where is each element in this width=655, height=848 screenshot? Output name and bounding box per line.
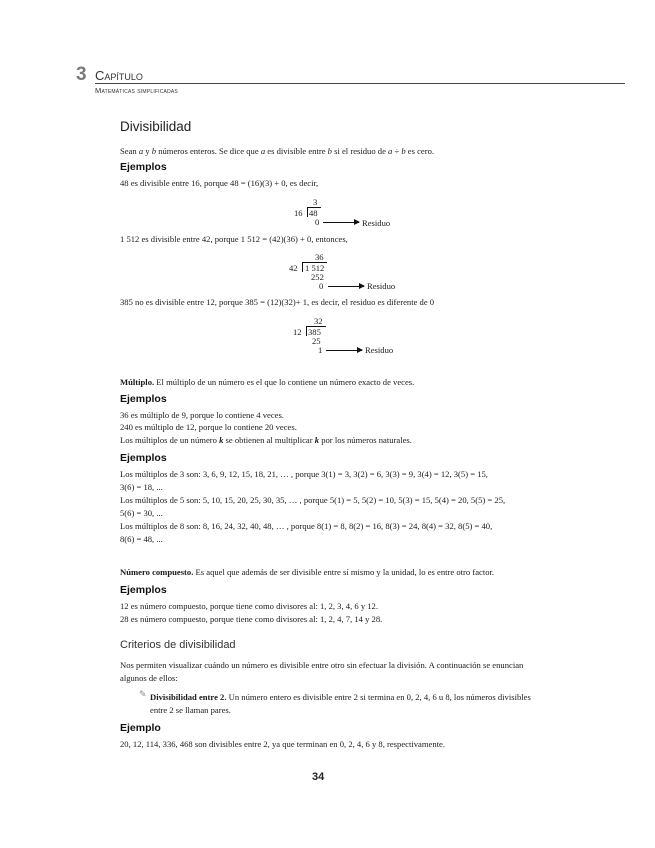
var-a: a xyxy=(388,146,393,156)
arrow-icon xyxy=(328,286,364,287)
arrow-icon xyxy=(323,222,359,223)
ejemplos-heading: Ejemplos xyxy=(120,393,167,405)
var-k: k xyxy=(219,435,224,445)
compuesto-definition xyxy=(120,567,494,578)
var-b: b xyxy=(401,146,406,156)
multiplo-rule xyxy=(120,435,412,446)
def-text: ÷ xyxy=(392,146,402,156)
rule-text: se obtienen al multiplicar xyxy=(223,435,315,445)
section-title-divisibilidad: Divisibilidad xyxy=(120,119,192,134)
def-text: números enteros. Se dice que xyxy=(156,146,261,156)
criterio-2-line2: entre 2 se llaman pares. xyxy=(150,705,231,715)
def-text: El múltiplo de un número es el que lo contiene un número exacto de veces. xyxy=(154,377,415,387)
example-1512: 1 512 es divisible entre 42, porque 1 512 = (42)(36) + 0, entonces, xyxy=(120,234,348,244)
def-text: Sean xyxy=(120,146,139,156)
def-text: si el residuo de xyxy=(331,146,389,156)
division-bracket xyxy=(302,262,303,272)
partial-result: 252 xyxy=(311,272,324,282)
quotient: 3 xyxy=(313,197,318,207)
divisor: 42 xyxy=(289,263,298,273)
dividend: 48 xyxy=(309,208,318,218)
multiplo-example-2: 240 es múltiplo de 12, porque lo contiene 20 veces. xyxy=(120,422,297,432)
multiples-of-3-line1: Los múltiplos de 3 son: 3, 6, 9, 12, 15, 18, 21, … , porque 3(1) = 3, 3(2) = 6, 3(3) = 9, 3(4) = 12, 3(5) = 15, xyxy=(120,469,488,479)
var-a: a xyxy=(260,146,266,156)
var-k: k xyxy=(314,435,320,445)
chapter-label: Capítulo xyxy=(95,68,143,83)
criterios-intro-line1: Nos permiten visualizar cuándo un número es divisible entre otro sin efectuar la división. A continuación se enuncian xyxy=(120,660,524,670)
criterios-intro-line2: algunos de ellos: xyxy=(120,673,178,683)
term-multiplo: Múltiplo. xyxy=(120,377,155,387)
criterio-text: Un número entero es divisible entre 2 si termina en 0, 2, 4, 6 u 8, los números divisibles xyxy=(226,692,531,702)
multiples-of-5-line2: 5(6) = 30, ... xyxy=(120,508,163,518)
var-b: b xyxy=(327,146,332,156)
header-subtitle: Matemáticas simplificadas xyxy=(95,86,178,95)
multiplo-definition xyxy=(120,377,414,388)
example-385: 385 no es divisible entre 12, porque 385 = (12)(32)+ 1, es decir, el residuo es diferente de 0 xyxy=(120,297,435,307)
example-48: 48 es divisible entre 16, porque 48 = (16)(3) + 0, es decir, xyxy=(120,178,319,188)
remainder: 0 xyxy=(319,281,324,291)
var-b: b xyxy=(151,146,157,156)
compuesto-example-28: 28 es número compuesto, porque tiene como divisores al: 1, 2, 4, 7, 14 y 28. xyxy=(120,614,383,624)
multiples-of-8-line1: Los múltiplos de 8 son: 8, 16, 24, 32, 40, 48, … , porque 8(1) = 8, 8(2) = 16, 8(3) = 24, 8(4) = 32, 8(5) = 40, xyxy=(120,521,493,531)
remainder: 1 xyxy=(318,345,323,355)
division-bracket xyxy=(307,207,308,217)
term-compuesto: Número compuesto. xyxy=(120,567,194,577)
multiples-of-3-line2: 3(6) = 18, ... xyxy=(120,482,163,492)
remainder: 0 xyxy=(315,217,320,227)
partial-result: 25 xyxy=(312,336,321,346)
compuesto-example-12: 12 es número compuesto, porque tiene como divisores al: 1, 2, 3, 4, 6 y 12. xyxy=(120,601,379,611)
var-a: a xyxy=(138,146,144,156)
page-number: 34 xyxy=(312,771,325,783)
multiplo-example-1: 36 es múltiplo de 9, porque lo contiene 4 veces. xyxy=(120,410,284,420)
remainder-label: Residuo xyxy=(367,281,396,291)
divisor: 12 xyxy=(293,327,302,337)
def-text: y xyxy=(143,146,152,156)
ejemplos-heading: Ejemplos xyxy=(120,452,167,464)
divisor: 16 xyxy=(294,208,303,218)
ejemplos-heading: Ejemplos xyxy=(120,161,167,173)
header-rule xyxy=(95,83,625,84)
ejemplo-heading: Ejemplo xyxy=(120,722,161,734)
section-title-criterios: Criterios de divisibilidad xyxy=(120,639,236,651)
rule-text: por los números naturales. xyxy=(319,435,412,445)
chapter-number: 3 xyxy=(76,64,87,85)
bullet-icon: ✎ xyxy=(139,690,147,700)
division-bracket xyxy=(306,326,307,336)
remainder-label: Residuo xyxy=(365,345,394,355)
term-divisibilidad-2: Divisibilidad entre 2. xyxy=(150,692,227,702)
quotient: 32 xyxy=(314,316,323,326)
dividend: 1 512 xyxy=(305,263,325,273)
def-text: es divisible entre xyxy=(265,146,328,156)
criterio-2-example: 20, 12, 114, 336, 468 son divisibles entre 2, ya que terminan en 0, 2, 4, 6 y 8, respectivamente. xyxy=(120,739,445,749)
arrow-icon xyxy=(326,350,362,351)
rule-text: Los múltiplos de un número xyxy=(120,435,220,445)
criterio-2-line1 xyxy=(150,692,531,703)
multiples-of-8-line2: 8(6) = 48, ... xyxy=(120,534,163,544)
dividend: 385 xyxy=(308,327,321,337)
remainder-label: Residuo xyxy=(362,218,391,228)
multiples-of-5-line1: Los múltiplos de 5 son: 5, 10, 15, 20, 25, 30, 35, … , porque 5(1) = 5, 5(2) = 10, 5(3) = 15, 5(4) = 20, 5(5) = 25, xyxy=(120,495,506,505)
ejemplos-heading: Ejemplos xyxy=(120,584,167,596)
def-text: es cero. xyxy=(405,146,435,156)
def-text: Es aquel que además de ser divisible entre sí mismo y la unidad, lo es entre otro factor. xyxy=(193,567,495,577)
quotient: 36 xyxy=(315,252,324,262)
divisibility-definition xyxy=(120,146,434,157)
